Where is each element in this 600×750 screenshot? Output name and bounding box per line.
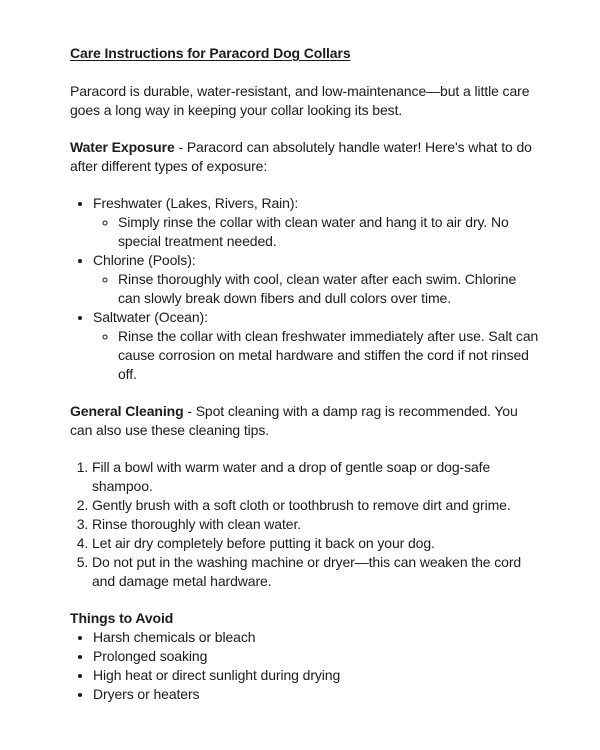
list-item bbox=[93, 628, 540, 647]
cleaning-steps-list bbox=[70, 458, 540, 591]
list-subitem bbox=[118, 270, 540, 308]
numbered-item bbox=[92, 553, 540, 591]
list-subitem-text: Simply rinse the collar with clean water and hang it to air dry. No special treatment needed. bbox=[118, 214, 509, 249]
things-to-avoid-heading: Things to Avoid bbox=[70, 610, 174, 626]
water-exposure-heading: Water Exposure bbox=[70, 139, 175, 155]
list-item-label: Chlorine (Pools): bbox=[93, 252, 196, 268]
list-item-label: Freshwater (Lakes, Rivers, Rain): bbox=[93, 195, 299, 211]
list-item-text: Dryers or heaters bbox=[93, 686, 200, 702]
list-item-text: Prolonged soaking bbox=[93, 648, 208, 664]
sublist bbox=[93, 213, 540, 251]
list-item bbox=[93, 647, 540, 666]
list-subitem bbox=[118, 213, 540, 251]
list-item bbox=[93, 308, 540, 384]
page-title: Care Instructions for Paracord Dog Collars bbox=[70, 45, 351, 61]
general-cleaning-heading: General Cleaning bbox=[70, 403, 184, 419]
list-item-text: Harsh chemicals or bleach bbox=[93, 629, 256, 645]
list-item bbox=[93, 666, 540, 685]
general-cleaning-paragraph bbox=[70, 402, 540, 440]
things-to-avoid-list bbox=[70, 628, 540, 704]
intro-paragraph: Paracord is durable, water-resistant, and low-maintenance—but a little care goes a long way in keeping your collar looking its best. bbox=[70, 83, 530, 118]
list-item-text: High heat or direct sunlight during drying bbox=[93, 667, 341, 683]
list-subitem-text: Rinse thoroughly with cool, clean water after each swim. Chlorine can slowly break down fibers and dull colors over time. bbox=[118, 271, 517, 306]
sublist bbox=[93, 327, 540, 384]
numbered-item-text: Rinse thoroughly with clean water. bbox=[92, 516, 302, 532]
list-item bbox=[93, 685, 540, 704]
numbered-item bbox=[92, 496, 540, 515]
list-item bbox=[93, 251, 540, 308]
list-subitem bbox=[118, 327, 540, 384]
water-exposure-list bbox=[70, 194, 540, 384]
numbered-item-text: Let air dry completely before putting it back on your dog. bbox=[92, 535, 435, 551]
numbered-item-text: Do not put in the washing machine or dryer—this can weaken the cord and damage metal hardware. bbox=[92, 554, 522, 589]
numbered-item bbox=[92, 534, 540, 553]
sublist bbox=[93, 270, 540, 308]
list-item-label: Saltwater (Ocean): bbox=[93, 309, 208, 325]
water-exposure-paragraph bbox=[70, 138, 540, 176]
numbered-item bbox=[92, 515, 540, 534]
numbered-item-text: Fill a bowl with warm water and a drop of gentle soap or dog-safe shampoo. bbox=[92, 459, 491, 494]
list-item bbox=[93, 194, 540, 251]
document-page bbox=[70, 44, 540, 704]
numbered-item-text: Gently brush with a soft cloth or toothbrush to remove dirt and grime. bbox=[92, 497, 511, 513]
list-subitem-text: Rinse the collar with clean freshwater immediately after use. Salt can cause corrosion on metal hardware and stiffen the cord if not rinsed off. bbox=[118, 328, 539, 382]
water-exposure-lead: - Paracord can absolutely handle water! Here's what to do after different types of exposure: bbox=[70, 139, 532, 174]
numbered-item bbox=[92, 458, 540, 496]
general-cleaning-lead: - Spot cleaning with a damp rag is recommended. You can also use these cleaning tips. bbox=[70, 403, 518, 438]
